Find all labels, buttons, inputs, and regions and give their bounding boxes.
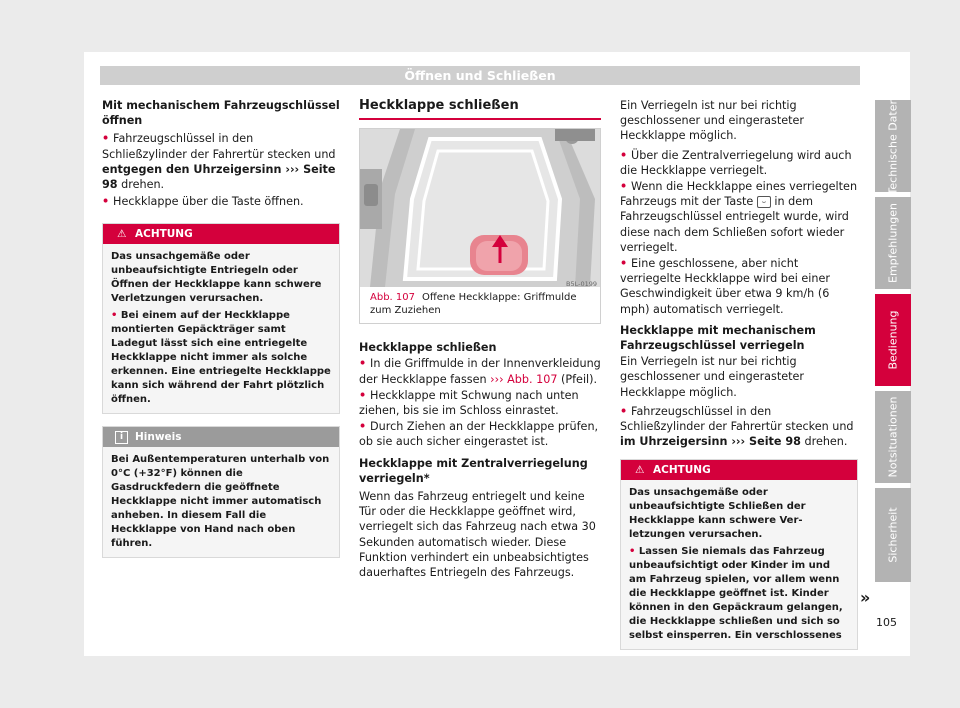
middle-column	[359, 98, 601, 586]
right-bullet-1: • Über die Zentralverriegelung wird auch die Heckklappe verriegelt.	[620, 148, 852, 177]
middle-bullet-2: • Heckklappe mit Schwung nach unten ziehen, bis sie im Schloss einrastet.	[359, 388, 579, 418]
section-title: Heckklappe schließen	[359, 98, 601, 120]
warning-box-2	[620, 459, 858, 650]
bullet-icon: •	[620, 180, 632, 194]
tab-technische-daten[interactable]: Technische Daten	[875, 100, 911, 192]
warning-icon: ⚠	[635, 464, 645, 477]
right-paragraph-2: Ein Verriegeln ist nur bei richtig geschlossener und eingerasteter Heckklappe möglich.	[620, 355, 805, 399]
hint-header: i Hinweis	[103, 427, 339, 447]
subheading-mechanical-lock: Heckklappe mit mechanischem Fahrzeugschlüssel verriegeln	[620, 323, 816, 353]
right-bullet-4: • Fahrzeugschlüssel in den Schließzylinder der Fahrertür stecken und im Uhrzeigersinn ››› Seite 98 drehen.	[620, 404, 854, 449]
tab-notsituationen[interactable]: Notsituationen	[875, 391, 911, 483]
subheading-close: Heckklappe schließen	[359, 341, 497, 355]
warning-box	[102, 223, 340, 414]
bullet-icon: •	[359, 420, 371, 434]
warning-icon: ⚠	[117, 228, 127, 241]
figure-caption: Abb. 107 Offene Heckklappe: Griffmulde zum Zuziehen	[370, 292, 577, 317]
bullet-icon: •	[359, 357, 371, 371]
middle-paragraph: Wenn das Fahrzeug entriegelt und keine Tür oder die Heckklappe geöffnet wird, verriegelt sich das Fahrzeug nach etwa 30 Sekunden automatisch wieder. Diese Funktion verhindert ein unbeabsichtigtes dauerhaftes Entriegeln des Fahrzeugs.	[359, 490, 596, 580]
unlock-key-icon: ⌣	[757, 196, 771, 208]
hint-box	[102, 426, 340, 558]
bullet-icon: •	[102, 195, 114, 209]
page-header: Öffnen und Schließen	[100, 66, 860, 85]
left-column	[102, 98, 340, 558]
warning-bullet: • Lassen Sie niemals das Fahrzeug unbeaufsichtigt oder Kinder im und am Fahrzeug spielen, vor allem wenn die Heckklappe geöffnet ist. Kinder können in den Gepäckraum gelangen, die Heckklappe schließen und sich so selbst einsperren. Ein verschlossenes	[629, 546, 843, 642]
info-icon: i	[115, 431, 128, 444]
figure	[359, 128, 601, 324]
warning-text: Das unsachgemäße oder unbeaufsichtigte Schließen der Heckklappe kann schwere Verletzungen verursachen.	[629, 487, 806, 541]
tailgate-illustration	[360, 129, 600, 287]
warning-bullet: • Bei einem auf der Heckklappe montierten Gepäckträger samt Ladegut lässt sich eine entriegelte Heckklappe nicht immer als solche erkennen. Eine entriegelte Heckklappe kann sich während der Fahrt plötzlich öffnen.	[111, 310, 331, 406]
left-heading: Mit mechanischem Fahrzeugschlüssel öffnen	[102, 99, 340, 128]
left-bullet-1: • Fahrzeugschlüssel in den Schließzylinder der Fahrertür stecken und entgegen den Uhrzeigersinn ››› Seite 98 drehen.	[102, 132, 336, 192]
tab-bedienung[interactable]: Bedienung	[875, 294, 911, 386]
bullet-icon: •	[111, 310, 121, 322]
bullet-icon: •	[620, 257, 632, 271]
right-bullet-2: • Wenn die Heckklappe eines verriegelten Fahrzeugs mit der Taste ⌣ in dem Fahrzeugschlüssel entriegelt wurde, wird diese nach dem Schließen sofort wieder verriegelt.	[620, 180, 858, 254]
warning-header: ⚠ ACHTUNG	[103, 224, 339, 244]
left-bullet-2: • Heckklappe über die Taste öffnen.	[102, 195, 304, 209]
warning-text: Das unsachgemäße oder unbeaufsichtigte Entriegeln oder Öffnen der Heckklappe kann schwere Verletzungen verursachen.	[111, 251, 322, 305]
tab-sicherheit[interactable]: Sicherheit	[875, 488, 911, 582]
figure-link[interactable]: ››› Abb. 107	[490, 372, 558, 386]
figure-code: B5L-0199	[566, 280, 597, 289]
bullet-icon: •	[620, 148, 632, 162]
hint-text: Bei Außentemperaturen unterhalb von 0°C (+32°F) können die Gasdruckfedern die geöffnete Heckklappe nicht immer automatisch anheben. In diesem Fall die Heckklappe von Hand nach oben führen.	[111, 454, 330, 550]
middle-bullet-3: • Durch Ziehen an der Heckklappe prüfen, ob sie auch sicher eingerastet ist.	[359, 420, 599, 449]
warning-header: ⚠ ACHTUNG	[621, 460, 857, 480]
subheading-central-lock: Heckklappe mit Zentralverriegelung verriegeln*	[359, 456, 588, 485]
middle-bullet-1: • In die Griffmulde in der Innenverkleidung der Heckklappe fassen ››› Abb. 107 (Pfeil).	[359, 357, 601, 386]
right-column	[620, 98, 858, 650]
page-number: 105	[876, 616, 897, 629]
tab-empfehlungen[interactable]: Empfehlungen	[875, 197, 911, 289]
bullet-icon: •	[102, 132, 114, 146]
bullet-icon: •	[359, 388, 371, 402]
right-paragraph-1: Ein Verriegeln ist nur bei richtig geschlossener und eingerasteter Heckklappe möglich.	[620, 99, 805, 143]
right-bullet-3: • Eine geschlossene, aber nicht verriegelte Heckklappe wird bei einer Geschwindigkeit über etwa 9 km/h (6 mph) automatisch verriegelt.	[620, 257, 830, 316]
bullet-icon: •	[629, 546, 639, 558]
bullet-icon: •	[620, 404, 632, 418]
continue-icon: »	[860, 588, 871, 607]
